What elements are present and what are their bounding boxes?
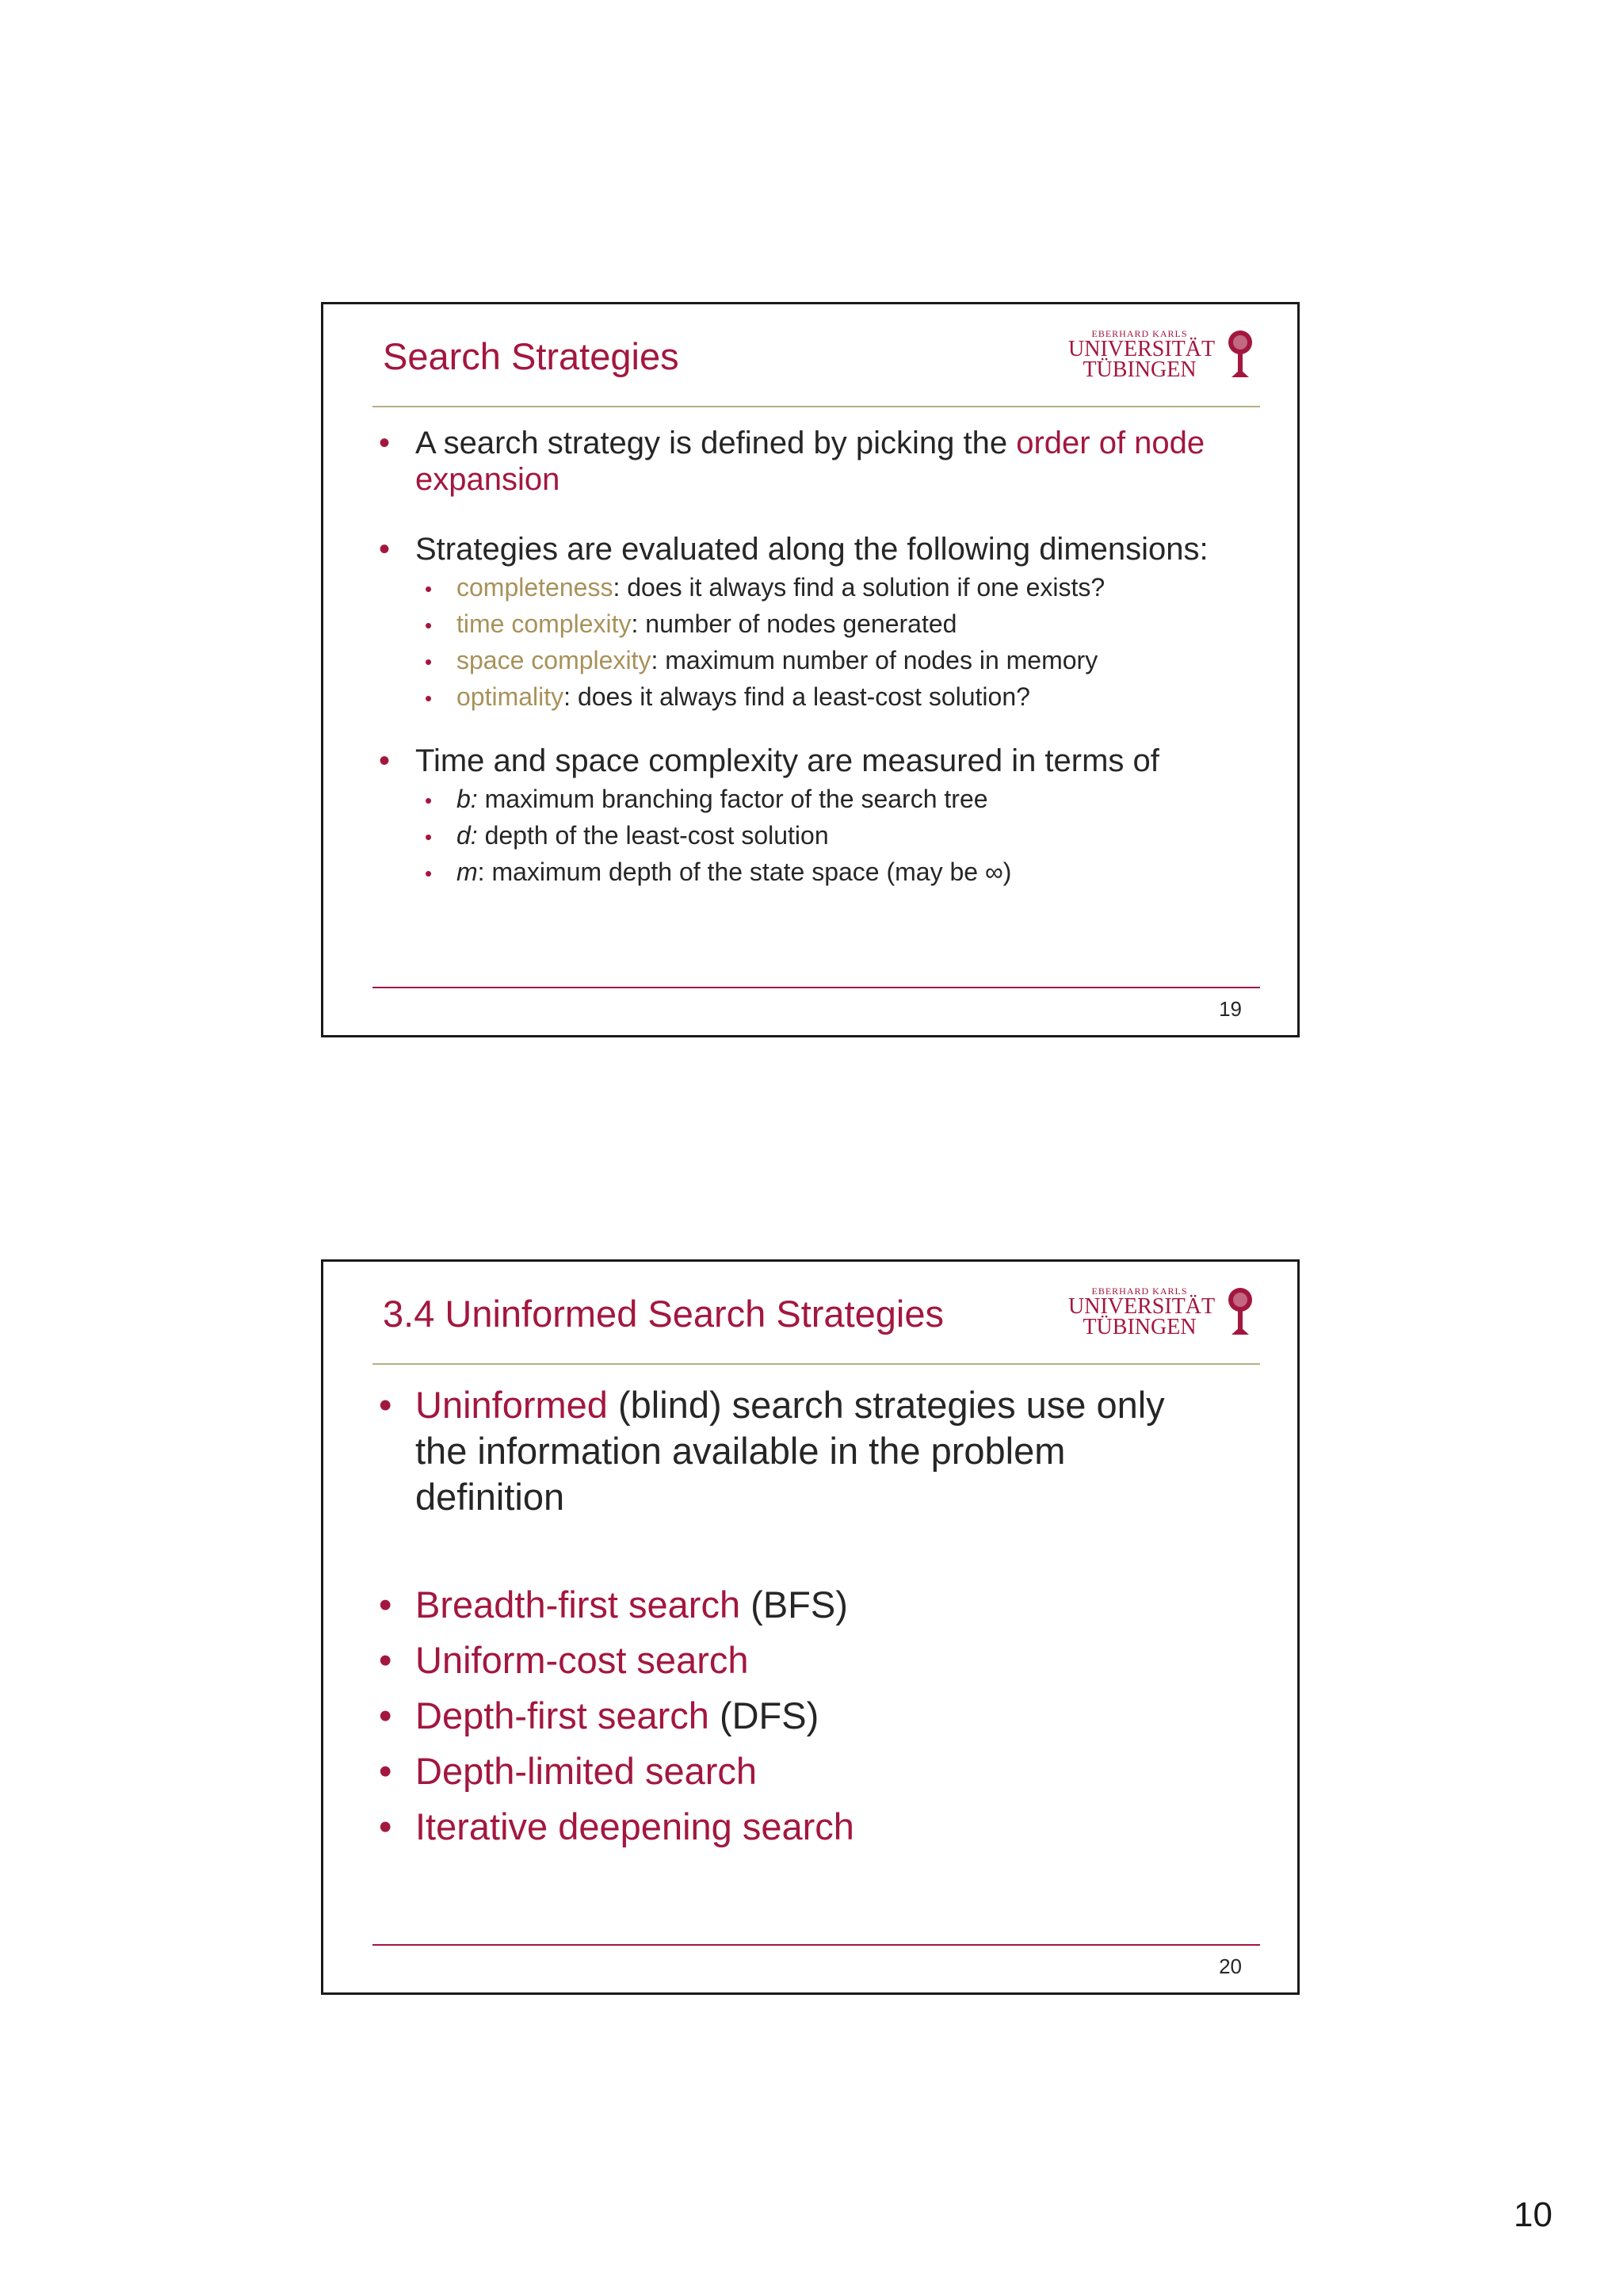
bullet-dot: • xyxy=(379,1750,392,1792)
bullet-dot: • xyxy=(379,426,391,460)
tree-emblem-icon xyxy=(1227,1287,1254,1338)
logo-line-3: TÜBINGEN xyxy=(1083,1315,1197,1339)
term: completeness xyxy=(456,573,613,602)
bullet-uninformed-intro xyxy=(379,1382,1203,1520)
sub-item-time-complexity: • time complexity: number of nodes generated xyxy=(425,609,957,638)
sub-item-optimality: • optimality: does it always find a least-cost solution? xyxy=(425,682,1030,711)
bullet-dimensions xyxy=(379,531,1266,567)
slide-title: Search Strategies xyxy=(383,335,679,377)
footer-divider xyxy=(372,987,1260,988)
strategy-abbrev: (BFS) xyxy=(740,1584,848,1626)
bullet-order-of-expansion xyxy=(379,425,1235,498)
sub-item-b: • b: maximum branching factor of the search tree xyxy=(425,785,988,813)
desc: : does it always find a solution if one exists? xyxy=(613,573,1106,602)
bullet-dot: • xyxy=(379,1584,392,1626)
title-divider xyxy=(372,406,1260,407)
bullet-complexity-terms xyxy=(379,743,1235,779)
sub-item-space-complexity: • space complexity: maximum number of nodes in memory xyxy=(425,646,1098,674)
sub-item-completeness: • completeness: does it always find a solution if one exists? xyxy=(425,573,1106,602)
slide-title: 3.4 Uninformed Search Strategies xyxy=(383,1293,944,1335)
strategy-item-ucs xyxy=(379,1637,1235,1683)
desc: depth of the least-cost solution xyxy=(477,821,829,850)
slide-number: 20 xyxy=(1219,1954,1242,1978)
bullet-text: Strategies are evaluated along the following dimensions: xyxy=(415,532,1209,567)
desc: maximum branching factor of the search tree xyxy=(477,785,988,813)
bullet-dot: • xyxy=(379,532,391,567)
logo-line-3: TÜBINGEN xyxy=(1083,357,1197,382)
bullet-dot: • xyxy=(379,1694,392,1736)
variable: m xyxy=(456,858,478,886)
sub-item-d: • d: depth of the least-cost solution xyxy=(425,821,829,850)
strategy-name: Iterative deepening search xyxy=(415,1805,854,1847)
strategy-name: Depth-first search xyxy=(415,1694,709,1736)
bullet-dot: • xyxy=(379,743,391,778)
strategy-abbrev: (DFS) xyxy=(708,1694,819,1736)
logo-line-1: EBERHARD KARLS xyxy=(1091,328,1188,339)
logo-line-1: EBERHARD KARLS xyxy=(1091,1286,1188,1297)
desc: : maximum number of nodes in memory xyxy=(651,646,1098,674)
strategy-name: Uniform-cost search xyxy=(415,1639,749,1681)
logo-line-2: UNIVERSITÄT xyxy=(1068,1294,1216,1319)
slide-number: 19 xyxy=(1219,997,1242,1021)
page-number: 10 xyxy=(1514,2195,1552,2234)
slide-19 xyxy=(321,302,1300,1037)
desc: : does it always find a least-cost solution? xyxy=(563,682,1030,711)
university-logo xyxy=(1068,1286,1258,1341)
footer-divider xyxy=(372,1944,1260,1946)
tree-emblem-icon xyxy=(1227,330,1254,380)
bullet-dot: • xyxy=(379,1384,392,1426)
desc: : maximum depth of the state space (may be ∞) xyxy=(477,858,1012,886)
title-divider xyxy=(372,1363,1260,1365)
strategy-item-bfs xyxy=(379,1582,1235,1628)
logo-line-2: UNIVERSITÄT xyxy=(1068,337,1216,361)
variable: d: xyxy=(456,821,478,850)
slide-20 xyxy=(321,1259,1300,1995)
sub-item-m: • m: maximum depth of the state space (may be ∞) xyxy=(425,858,1012,886)
term: space complexity xyxy=(456,646,651,674)
highlight-text: order of node expansion xyxy=(415,426,1205,497)
strategy-name: Depth-limited search xyxy=(415,1750,758,1792)
strategy-name: Breadth-first search xyxy=(415,1584,741,1626)
strategy-item-dls xyxy=(379,1748,1235,1794)
bullet-text: (blind) search strategies use only the information available in the problem definition xyxy=(415,1384,1165,1518)
bullet-dot: • xyxy=(379,1805,392,1847)
variable: b: xyxy=(456,785,478,813)
strategy-item-dfs xyxy=(379,1693,1235,1739)
strategy-item-ids xyxy=(379,1804,1235,1850)
bullet-dot: • xyxy=(379,1639,392,1681)
bullet-text: A search strategy is defined by picking the xyxy=(415,426,1017,460)
bullet-text: Time and space complexity are measured in terms of xyxy=(415,743,1159,778)
highlight-text: Uninformed xyxy=(415,1384,608,1426)
term: time complexity xyxy=(456,609,632,638)
term: optimality xyxy=(456,682,564,711)
desc: : number of nodes generated xyxy=(631,609,957,638)
university-logo xyxy=(1068,328,1258,384)
